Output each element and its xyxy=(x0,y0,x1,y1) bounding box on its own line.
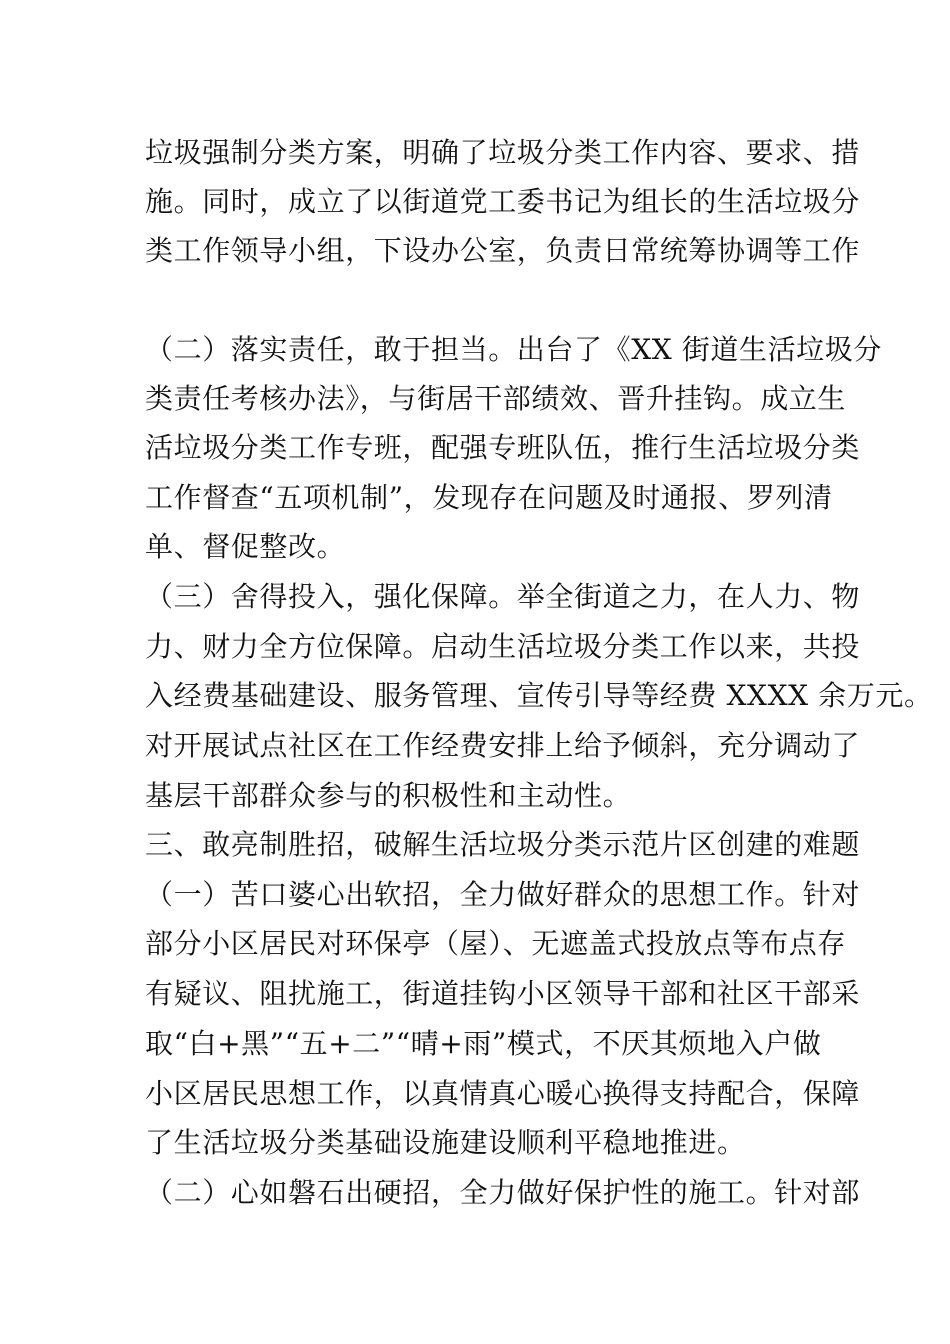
chapter-heading: 三、敢亮制胜招，破解生活垃圾分类示范片区创建的难题 xyxy=(145,828,861,861)
section-heading: （一）苦口婆心出软招，全力做好群众的思想工作。针对 xyxy=(145,878,861,911)
paragraph-line: 力、财力全方位保障。启动生活垃圾分类工作以来，共投 xyxy=(145,630,861,663)
paragraph-line: 单、督促整改。 xyxy=(145,530,346,563)
paragraph-line: 小区居民思想工作，以真情真心暖心换得支持配合，保障 xyxy=(145,1077,861,1110)
paragraph-line: 施。同时，成立了以街道党工委书记为组长的生活垃圾分 xyxy=(145,185,861,218)
paragraph-line: 取“白+黑”“五+二”“晴+雨”模式，不厌其烦地入户做 xyxy=(145,1027,822,1060)
paragraph-line: 垃圾强制分类方案，明确了垃圾分类工作内容、要求、措 xyxy=(145,136,861,169)
section-heading: （三）舍得投入，强化保障。举全街道之力，在人力、物 xyxy=(145,580,861,613)
paragraph-line: 工作督查“五项机制”，发现存在问题及时通报、罗列清 xyxy=(145,481,833,514)
paragraph-line: 活垃圾分类工作专班，配强专班队伍，推行生活垃圾分类 xyxy=(145,431,861,464)
paragraph-line: 了生活垃圾分类基础设施建设顺利平稳地推进。 xyxy=(145,1126,746,1159)
paragraph-line: 对开展试点社区在工作经费安排上给予倾斜，充分调动了 xyxy=(145,729,861,762)
paragraph-line: 有疑议、阻扰施工，街道挂钩小区领导干部和社区干部采 xyxy=(145,977,861,1010)
paragraph-line: 基层干部群众参与的积极性和主动性。 xyxy=(145,779,632,812)
section-heading: （二）落实责任，敢于担当。出台了《XX 街道生活垃圾分 xyxy=(145,333,882,366)
section-heading: （二）心如磐石出硬招，全力做好保护性的施工。针对部 xyxy=(145,1176,861,1209)
paragraph-line: 类责任考核办法》，与街居干部绩效、晋升挂钩。成立生 xyxy=(145,382,847,415)
paragraph-line: 部分小区居民对环保亭（屋）、无遮盖式投放点等布点存 xyxy=(145,927,847,960)
paragraph-line: 类工作领导小组，下设办公室，负责日常统筹协调等工作 xyxy=(145,234,861,267)
paragraph-line: 入经费基础建设、服务管理、宣传引导等经费 XXXX 余万元。 xyxy=(145,679,933,712)
